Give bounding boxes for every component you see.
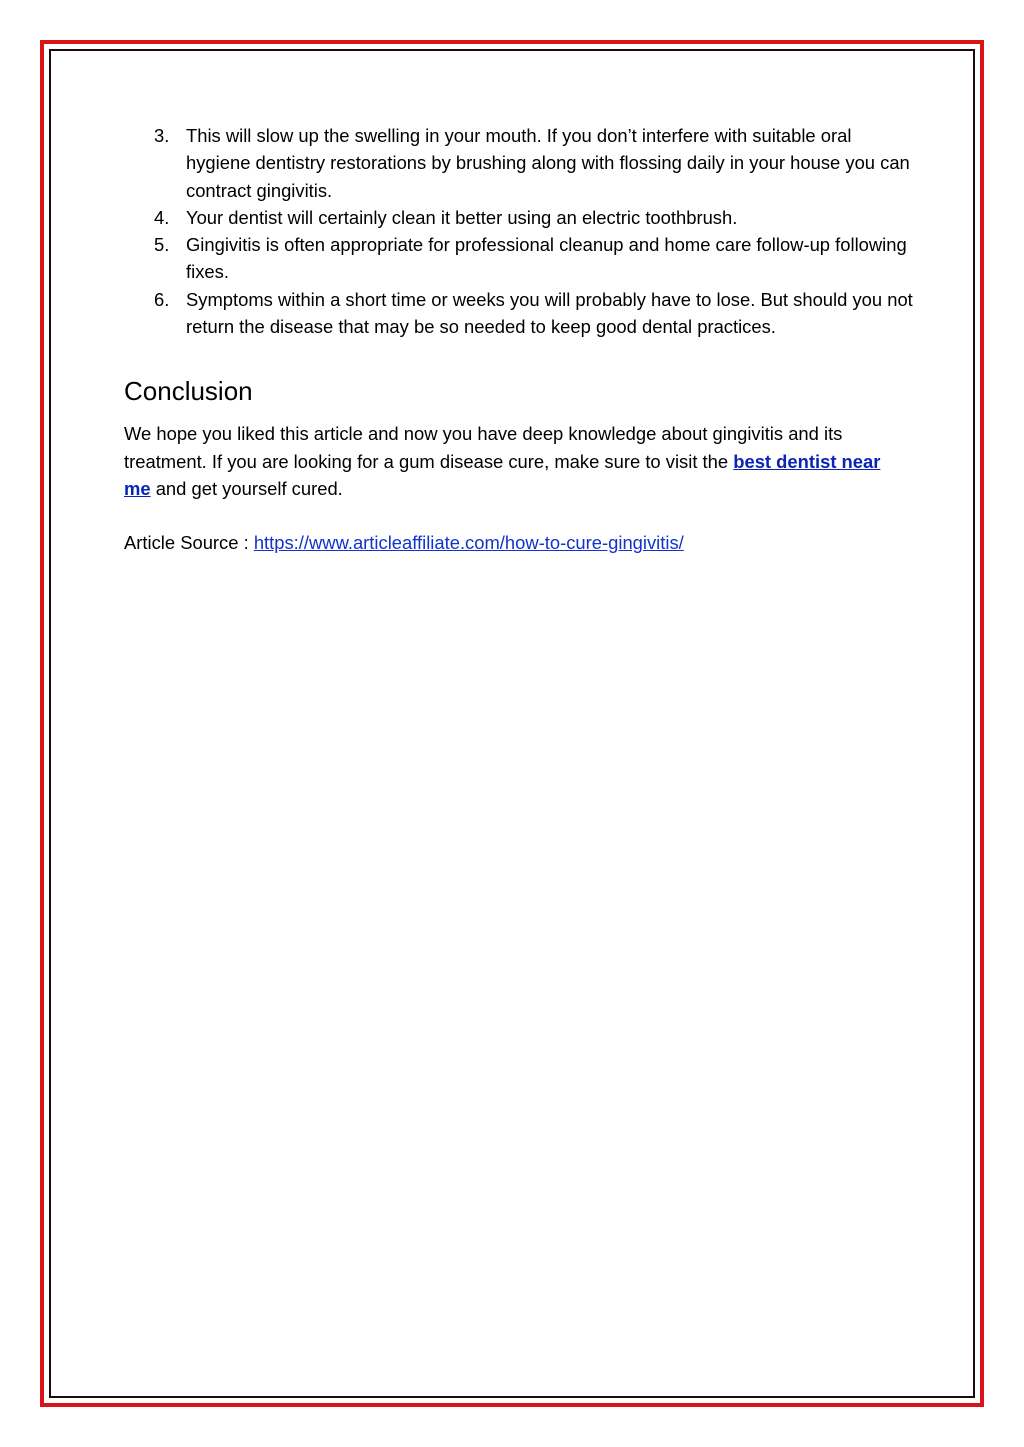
article-source-link[interactable]: https://www.articleaffiliate.com/how-to-cure-gingivitis/ <box>253 532 684 554</box>
conclusion-heading: Conclusion <box>124 376 253 407</box>
conclusion-text-after: and get yourself cured. <box>150 477 343 499</box>
list-item <box>124 204 914 231</box>
conclusion-paragraph <box>124 420 884 502</box>
list-item <box>124 286 914 341</box>
list-item-text: Gingivitis is often appropriate for professional cleanup and home care follow-up following fixes. <box>186 234 907 283</box>
list-item-number: 3. <box>154 125 170 146</box>
list-item-number: 5. <box>154 234 170 256</box>
conclusion-text-before: We hope you liked this article and now you have deep knowledge about gingivitis and its treatment. If you are looking for a gum disease cure, make sure to visit the <box>124 423 843 472</box>
list-item-text: Symptoms within a short time or weeks you will probably have to lose. But should you not return the disease that may be so needed to keep good dental practices. <box>186 288 913 338</box>
list-item-number: 4. <box>154 206 170 228</box>
article-source <box>124 529 914 556</box>
document-body <box>124 122 914 557</box>
list-item-text: Your dentist will certainly clean it better using an electric toothbrush. <box>186 206 738 228</box>
article-source-label: Article Source : <box>124 532 254 554</box>
best-dentist-link[interactable]: best dentist near me <box>124 450 881 499</box>
numbered-list <box>124 122 914 340</box>
list-item <box>124 122 914 204</box>
list-item <box>124 231 914 286</box>
list-item-text: This will slow up the swelling in your mouth. If you don’t interfere with suitable oral hygiene dentistry restorations by brushing along with flossing daily in your house you can contract gingivitis. <box>186 125 910 201</box>
list-item-number: 6. <box>154 288 170 310</box>
